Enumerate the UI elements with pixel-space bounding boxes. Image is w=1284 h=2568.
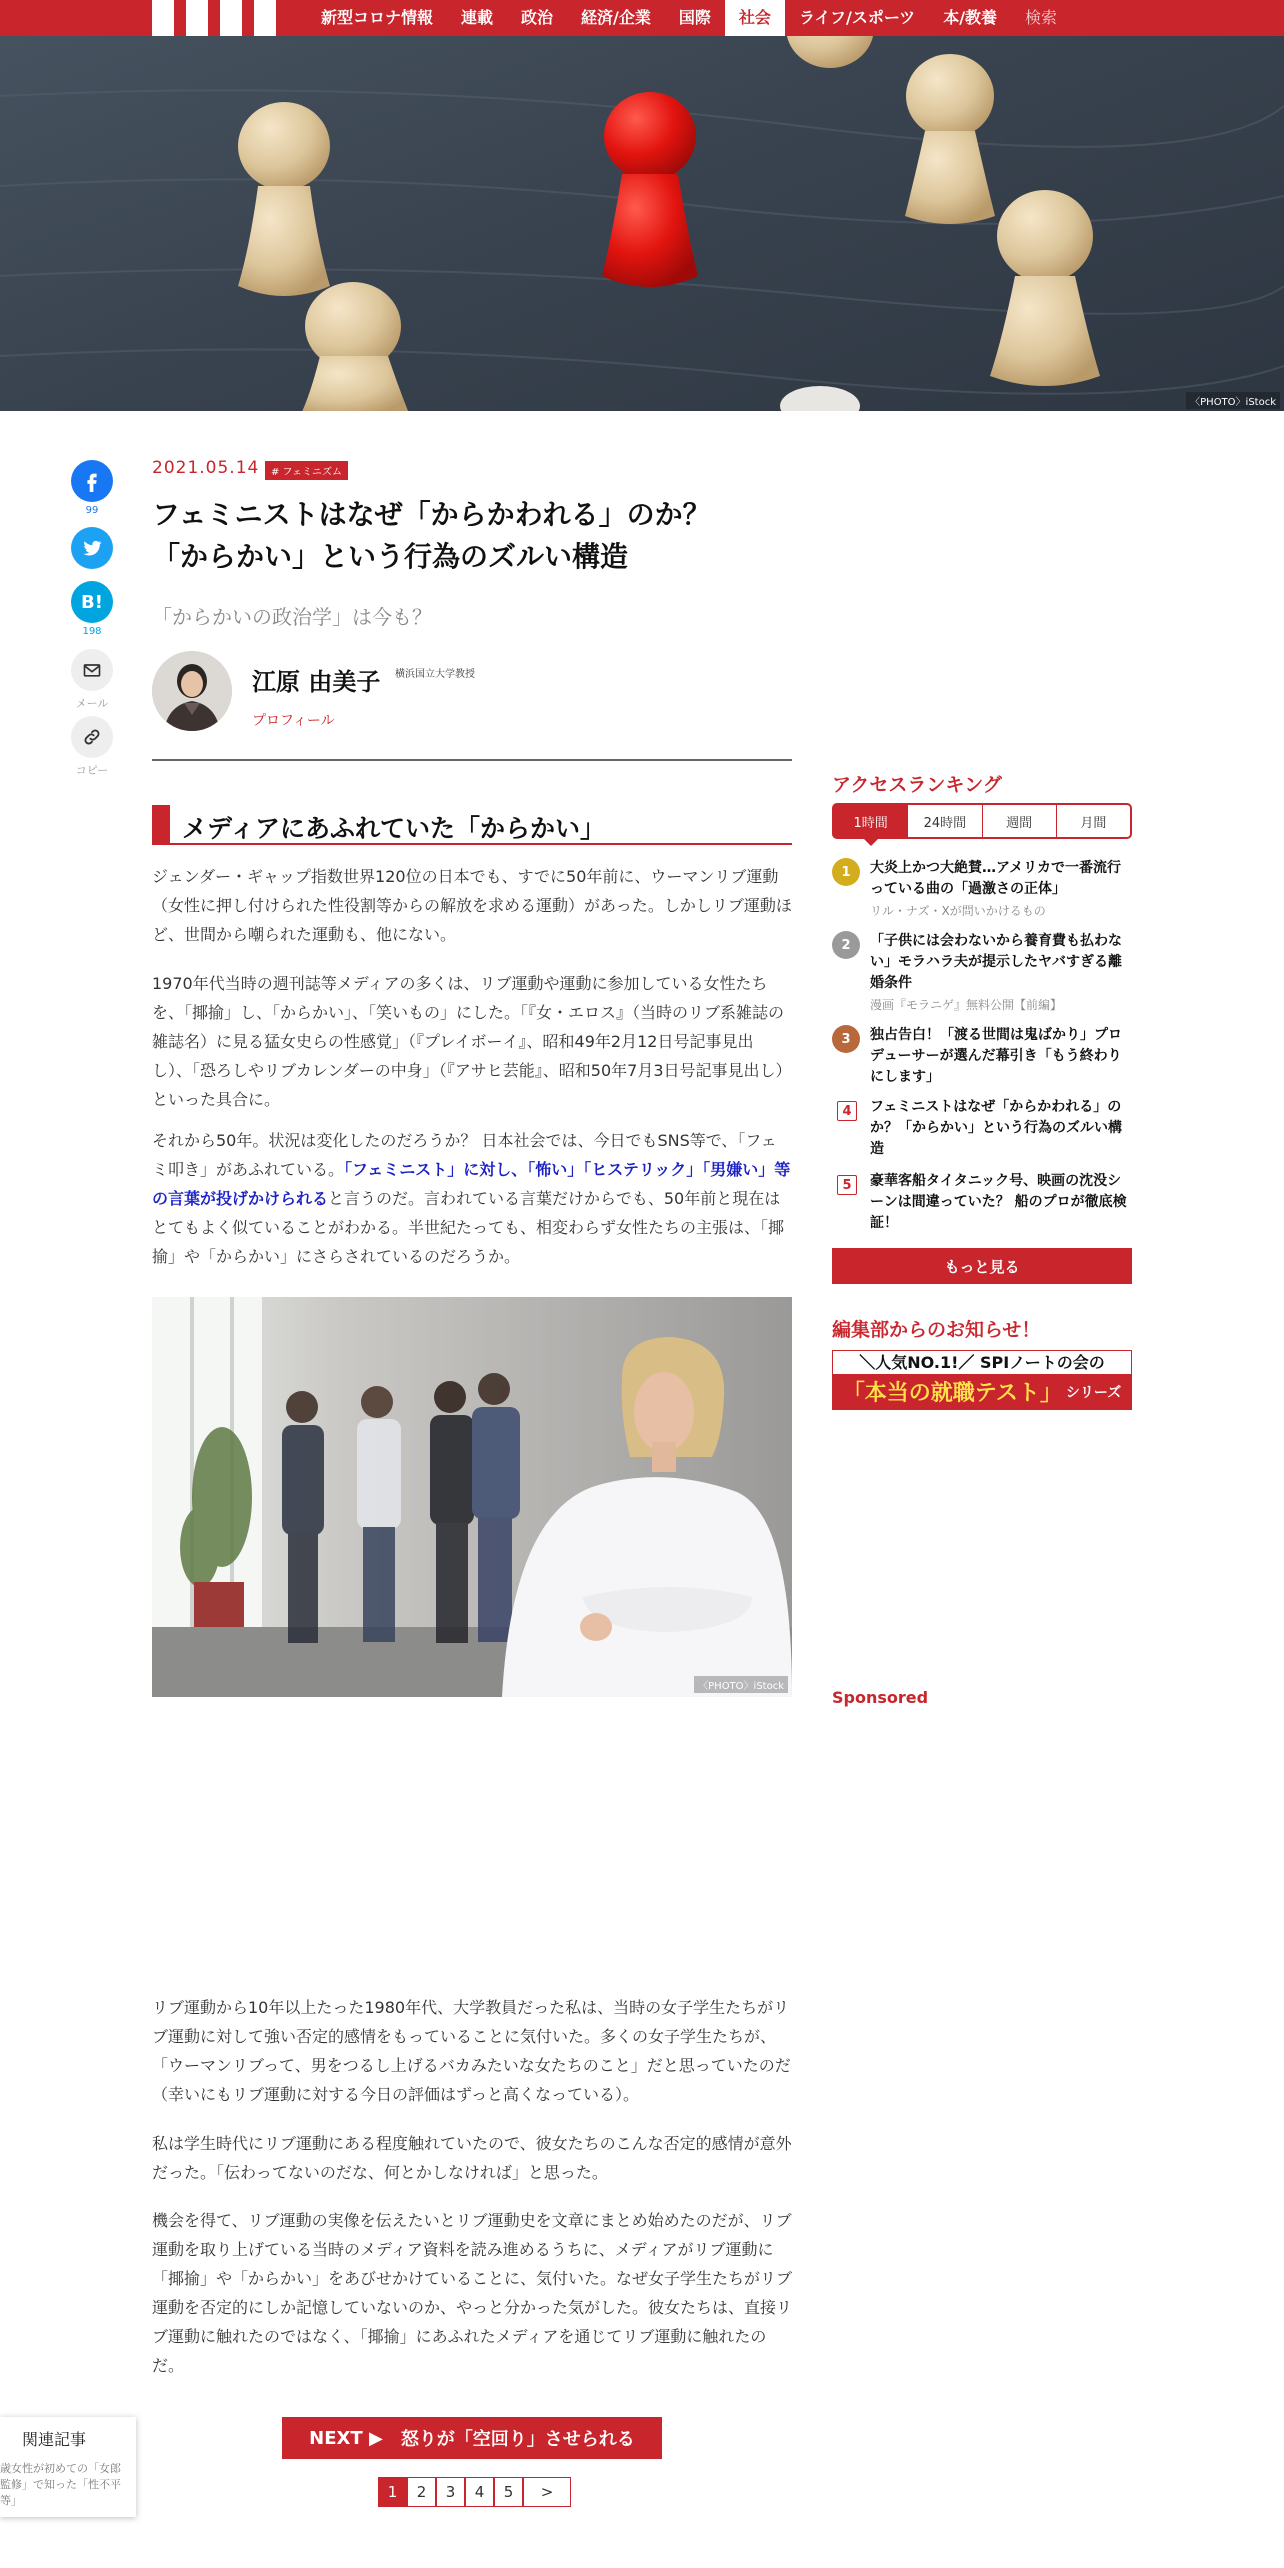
ranking-item-text [870, 1171, 1132, 1234]
ranking-item-title: 独占告白！「渡る世間は鬼ばかり」プロデューサーが選んだ幕引き「もう終わりにします」 [870, 1027, 1122, 1085]
author-name[interactable]: 江原 由美子 [252, 668, 381, 696]
nav-life-sports[interactable]: ライフ/スポーツ [798, 8, 916, 27]
divider [152, 759, 792, 761]
nav-international[interactable]: 国際 [678, 8, 711, 27]
next-label: NEXT ▶ [309, 2427, 383, 2449]
banner-top-text: ＼人気NO.1!／ SPIノートの会の [833, 1351, 1131, 1374]
heading-bar [152, 805, 170, 845]
related-description[interactable]: 歳女性が初めての「女郎監修」で知った「性不平等」 [0, 2462, 121, 2507]
related-articles-widget[interactable] [0, 2417, 136, 2517]
share-facebook[interactable] [70, 460, 114, 516]
tab-1-hour[interactable]: 1時間 [834, 805, 907, 837]
ranking-item-title: 豪華客船タイタニック号、映画の沈没シーンは間違っていた？ 船のプロが徹底検証！ [870, 1173, 1127, 1231]
pagination [378, 2477, 571, 2507]
page-3[interactable]: 3 [436, 2477, 465, 2507]
paragraph-5: 私は学生時代にリブ運動にある程度触れていたので、彼女たちのこんな否定的感情が意外だった。「伝わってないのだな、何とかしなければ」と思った。 [152, 2134, 792, 2182]
ranking-item-title: フェミニストはなぜ「からかわれる」のか？「からかい」という行為のズルい構造 [870, 1099, 1122, 1157]
paragraph-3 [152, 1126, 792, 1271]
article-photo [152, 1297, 792, 1697]
ranking-item-text [870, 858, 1132, 919]
author-title: 横浜国立大学教授 [395, 669, 475, 680]
article-photo-credit: 〈PHOTO〉iStock [694, 1676, 788, 1693]
share-copy[interactable] [70, 716, 114, 778]
banner-suffix: シリーズ [1065, 1384, 1122, 1401]
facebook-share-count: 99 [85, 505, 99, 516]
tab-weekly[interactable]: 週間 [982, 805, 1056, 837]
ranking-item-title: 「子供には会わないから養育費も払わない」モラハラ夫が提示したヤバすぎる離婚条件 [870, 933, 1122, 991]
article-title-line1: フェミニストはなぜ「からかわれる」のか？ [152, 498, 711, 531]
hero-illustration [0, 36, 1284, 411]
mail-icon[interactable] [71, 649, 113, 691]
mail-label: メール [75, 697, 109, 710]
hero-photo-credit: 〈PHOTO〉iStock [1186, 392, 1280, 409]
share-mail[interactable] [70, 649, 114, 711]
more-ranking-button[interactable]: もっと見る [832, 1248, 1132, 1284]
site-logo[interactable] [152, 0, 290, 36]
related-title: 関連記事 [22, 2430, 87, 2449]
rank-badge: 1 [832, 858, 860, 886]
copy-label: コピー [75, 764, 109, 777]
article-date: 2021.05.14 [152, 458, 260, 478]
top-nav [0, 0, 1284, 36]
next-title: 怒りが「空回り」させられる [400, 2429, 635, 2450]
hatena-bookmark-icon[interactable]: B! [71, 581, 113, 623]
paragraph-1: ジェンダー・ギャップ指数世界120位の日本でも、すでに50年前に、ウーマンリブ運動（女性に押し付けられた性役割等からの解放を求める運動）があった。しかしリブ運動ほど、世間から嘲られた運動も、他にない。 [152, 867, 792, 944]
share-hatena[interactable] [70, 581, 114, 637]
article-subtitle: 「からかいの政治学」は今も？ [152, 605, 432, 629]
ranking-tabs [832, 803, 1132, 839]
paragraph-4: リブ運動から10年以上たった1980年代、大学教員だった私は、当時の女子学生たちがリブ運動に対して強い否定的感情をもっていることに気付いた。多くの女子学生たちが、「ウーマンリブって、男をつるし上げるバカみたいな女たちのこと」だと思っていたのだ（幸いにもリブ運動に対する今日の評価はずっと高くなっている）。 [152, 1998, 791, 2104]
nav-economy[interactable]: 経済/企業 [581, 8, 651, 27]
nav-society[interactable]: 社会 [725, 0, 785, 36]
ranking-item-sub: リル・ナズ・Xが問いかけるもの [870, 904, 1046, 918]
tab-24-hours[interactable]: 24時間 [907, 805, 981, 837]
office-photo-illustration [152, 1297, 792, 1697]
page-1[interactable]: 1 [378, 2477, 407, 2507]
tab-monthly[interactable]: 月間 [1056, 805, 1130, 837]
avatar[interactable] [152, 651, 232, 731]
rank-badge: 5 [837, 1175, 857, 1195]
sponsored-label: Sponsored [832, 1688, 929, 1707]
facebook-icon[interactable] [71, 460, 113, 502]
paragraph-6: 機会を得て、リブ運動の実像を伝えたいとリブ運動史を文章にまとめ始めたのだが、リブ運動を取り上げている当時のメディア資料を読み進めるうちに、メディアがリブ運動に「揶揄」や「からかい」をあびせかけていることに、気付いた。なぜ女子学生たちがリブ運動を否定的にしか記憶していないのか、やっと分かった気がした。彼女たちは、直接リブ運動に触れたのではなく、「揶揄」にあふれたメディアを通じてリブ運動に触れたのだ。 [152, 2211, 793, 2375]
banner-main [833, 1374, 1131, 1409]
banner-main-text: 「本当の就職テスト」 [842, 1381, 1062, 1406]
ranking-item-text [870, 1097, 1132, 1160]
nav-search[interactable]: 検索 [1025, 8, 1058, 27]
paragraph-3-text-a: それから50年。状況は変化したのだろうか？ 日本社会では、今日でもSNS等で、「フェミ叩き」があふれている。 [152, 1131, 777, 1179]
page-2[interactable]: 2 [407, 2477, 436, 2507]
ranking-item-sub: 漫画『モラニゲ』無料公開【前編】 [870, 998, 1063, 1012]
ranking-item-title: 大炎上かつ大絶賛…アメリカで一番流行っている曲の「過激さの正体」 [870, 860, 1122, 897]
ranking-item-text [870, 931, 1132, 1013]
section-heading-text: メディアにあふれていた「からかい」 [182, 814, 606, 843]
paragraph-3-text-b: と言うのだ。言われている言葉だけからでも、50年前と現在はとてもよく似ていることがわかる。半世紀たっても、相変わらず女性たちの主張は、「揶揄」や「からかい」にさらされているのだろうか。 [152, 1189, 785, 1266]
link-icon[interactable] [71, 716, 113, 758]
ranking-item-text [870, 1025, 1132, 1088]
page-5[interactable]: 5 [494, 2477, 523, 2507]
section-heading [152, 805, 792, 845]
article-title [152, 494, 792, 578]
article-title-line2: 「からかい」という行為のズルい構造 [152, 540, 629, 573]
share-twitter[interactable] [70, 527, 114, 569]
ranking-title: アクセスランキング [832, 774, 1002, 796]
hero-image [0, 36, 1284, 411]
rank-badge: 4 [837, 1101, 857, 1121]
author-profile-link[interactable]: プロフィール [252, 713, 335, 729]
inline-article-link[interactable]: 「フェミニスト」に対し、「怖い」「ヒステリック」「男嫌い」等の言葉が投げかけられる [152, 1160, 791, 1208]
hatena-share-count: 198 [82, 626, 102, 637]
editor-notice-title: 編集部からのお知らせ！ [832, 1319, 1041, 1341]
nav-series[interactable]: 連載 [461, 8, 494, 27]
next-page-button[interactable] [282, 2417, 662, 2459]
nav-politics[interactable]: 政治 [521, 8, 554, 27]
article-tag[interactable]: # フェミニズム [265, 461, 348, 480]
twitter-icon[interactable] [71, 527, 113, 569]
spi-banner[interactable] [832, 1350, 1132, 1410]
paragraph-2: 1970年代当時の週刊誌等メディアの多くは、リブ運動や運動に参加している女性たちを、「揶揄」し、「からかい」、「笑いもの」にした。「『女・エロス』（当時のリブ系雑誌の雑誌名）に見る猛女史らの性感覚」（『プレイボーイ』、昭和49年2月12日号記事見出し）、「恐ろしやリブカレンダーの中身」（『アサヒ芸能』、昭和50年7月3日号記事見出し）といった具合に。 [152, 974, 792, 1109]
rank-badge: 2 [832, 931, 860, 959]
page-next-arrow[interactable]: > [523, 2477, 571, 2507]
nav-corona[interactable]: 新型コロナ情報 [321, 8, 434, 27]
page-4[interactable]: 4 [465, 2477, 494, 2507]
rank-badge: 3 [832, 1025, 860, 1053]
nav-books[interactable]: 本/教養 [943, 8, 998, 27]
